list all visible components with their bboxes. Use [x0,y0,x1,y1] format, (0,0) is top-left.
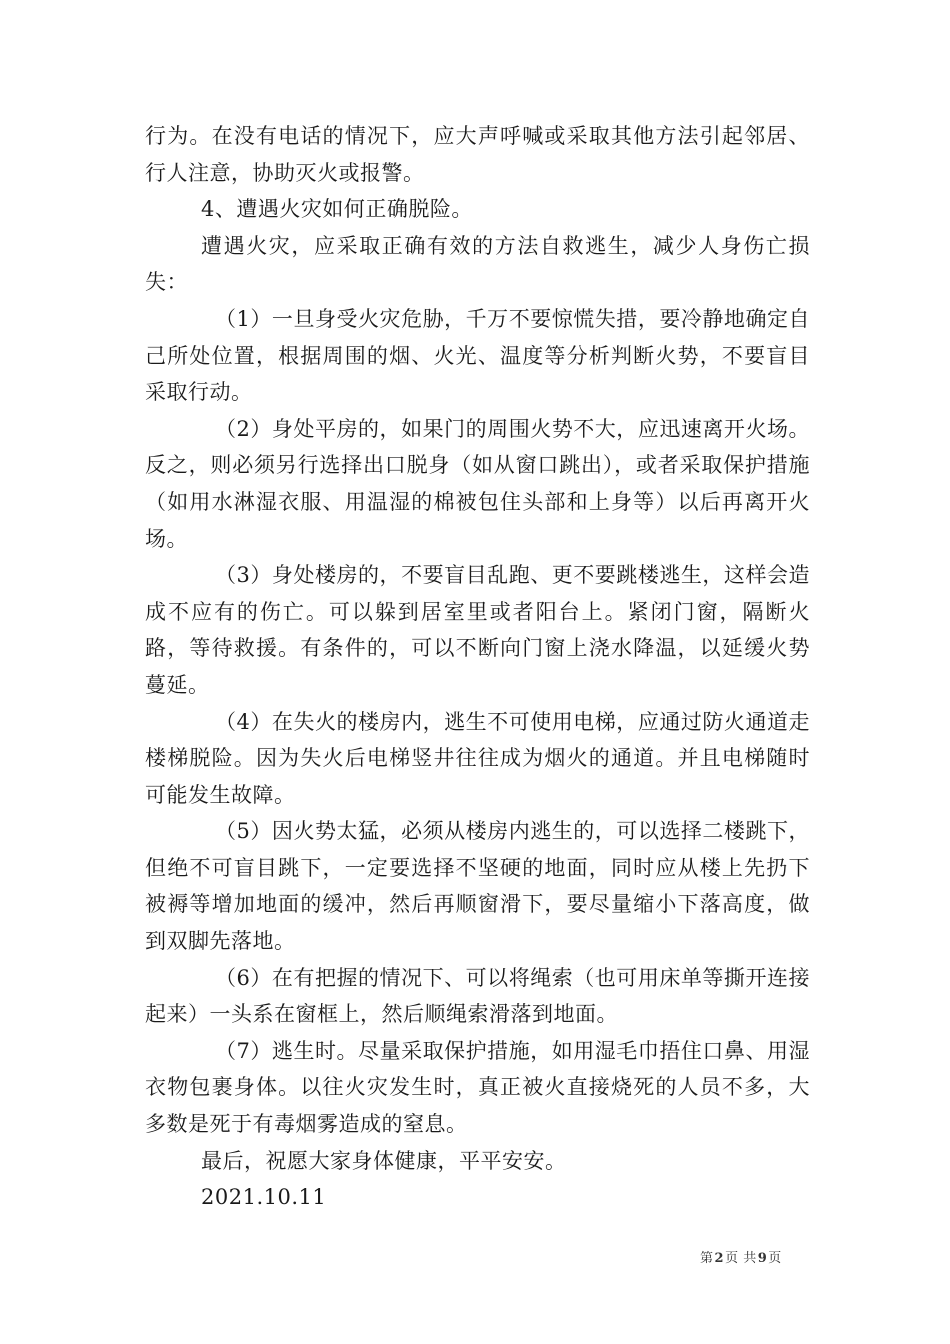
list-item-7: （7）逃生时。尽量采取保护措施，如用湿毛巾捂住口鼻、用湿衣物包裹身体。以往火灾发生时，真正被火直接烧死的人员不多，大多数是死于有毒烟雾造成的窒息。 [145,1038,810,1137]
list-item-6: （6）在有把握的情况下、可以将绳索（也可用床单等撕开连接起来）一头系在窗框上，然后顺绳索滑落到地面。 [145,965,810,1027]
footer-suffix: 页 [768,1251,782,1266]
list-item-1: （1）一旦身受火灾危胁，千万不要惊慌失措，要冷静地确定自己所处位置，根据周围的烟、火光、温度等分析判断火势，不要盲目采取行动。 [145,306,810,405]
total-pages-number: 9 [757,1251,768,1266]
list-item-5: （5）因火势太猛，必须从楼房内逃生的，可以选择二楼跳下，但绝不可盲目跳下，一定要选择不坚硬的地面，同时应从楼上先扔下被褥等增加地面的缓冲，然后再顺窗滑下，要尽量缩小下落高度，做到双脚先落地。 [145,819,810,954]
document-body [145,118,810,1216]
document-date: 2021.10.11 [201,1185,327,1210]
footer-middle: 页 共 [725,1251,757,1266]
section-heading-fire-escape: 4、遭遇火灾如何正确脱险。 [201,197,473,222]
list-item-2: （2）身处平房的，如果门的周围火势不大，应迅速离开火场。反之，则必须另行选择出口脱身（如从窗口跳出），或者采取保护措施（如用水淋湿衣服、用温湿的棉被包住头部和上身等）以后再离开火场。 [145,416,810,551]
list-item-4: （4）在失火的楼房内，逃生不可使用电梯，应通过防火通道走楼梯脱险。因为失火后电梯竖井往往成为烟火的通道。并且电梯随时可能发生故障。 [145,709,810,807]
footer-prefix: 第 [700,1251,714,1266]
paragraph-continuation: 行为。在没有电话的情况下，应大声呼喊或采取其他方法引起邻居、行人注意，协助灭火或报警。 [145,124,810,185]
paragraph-intro: 遭遇火灾，应采取正确有效的方法自救逃生，减少人身伤亡损失： [145,233,810,295]
current-page-number: 2 [714,1251,725,1266]
page-footer [700,1247,782,1266]
closing-wish: 最后，祝愿大家身体健康，平平安安。 [201,1148,567,1173]
list-item-3: （3）身处楼房的，不要盲目乱跑、更不要跳楼逃生，这样会造成不应有的伤亡。可以躲到居室里或者阳台上。紧闭门窗，隔断火路，等待救援。有条件的，可以不断向门窗上浇水降温，以延缓火势蔓延。 [145,563,810,697]
